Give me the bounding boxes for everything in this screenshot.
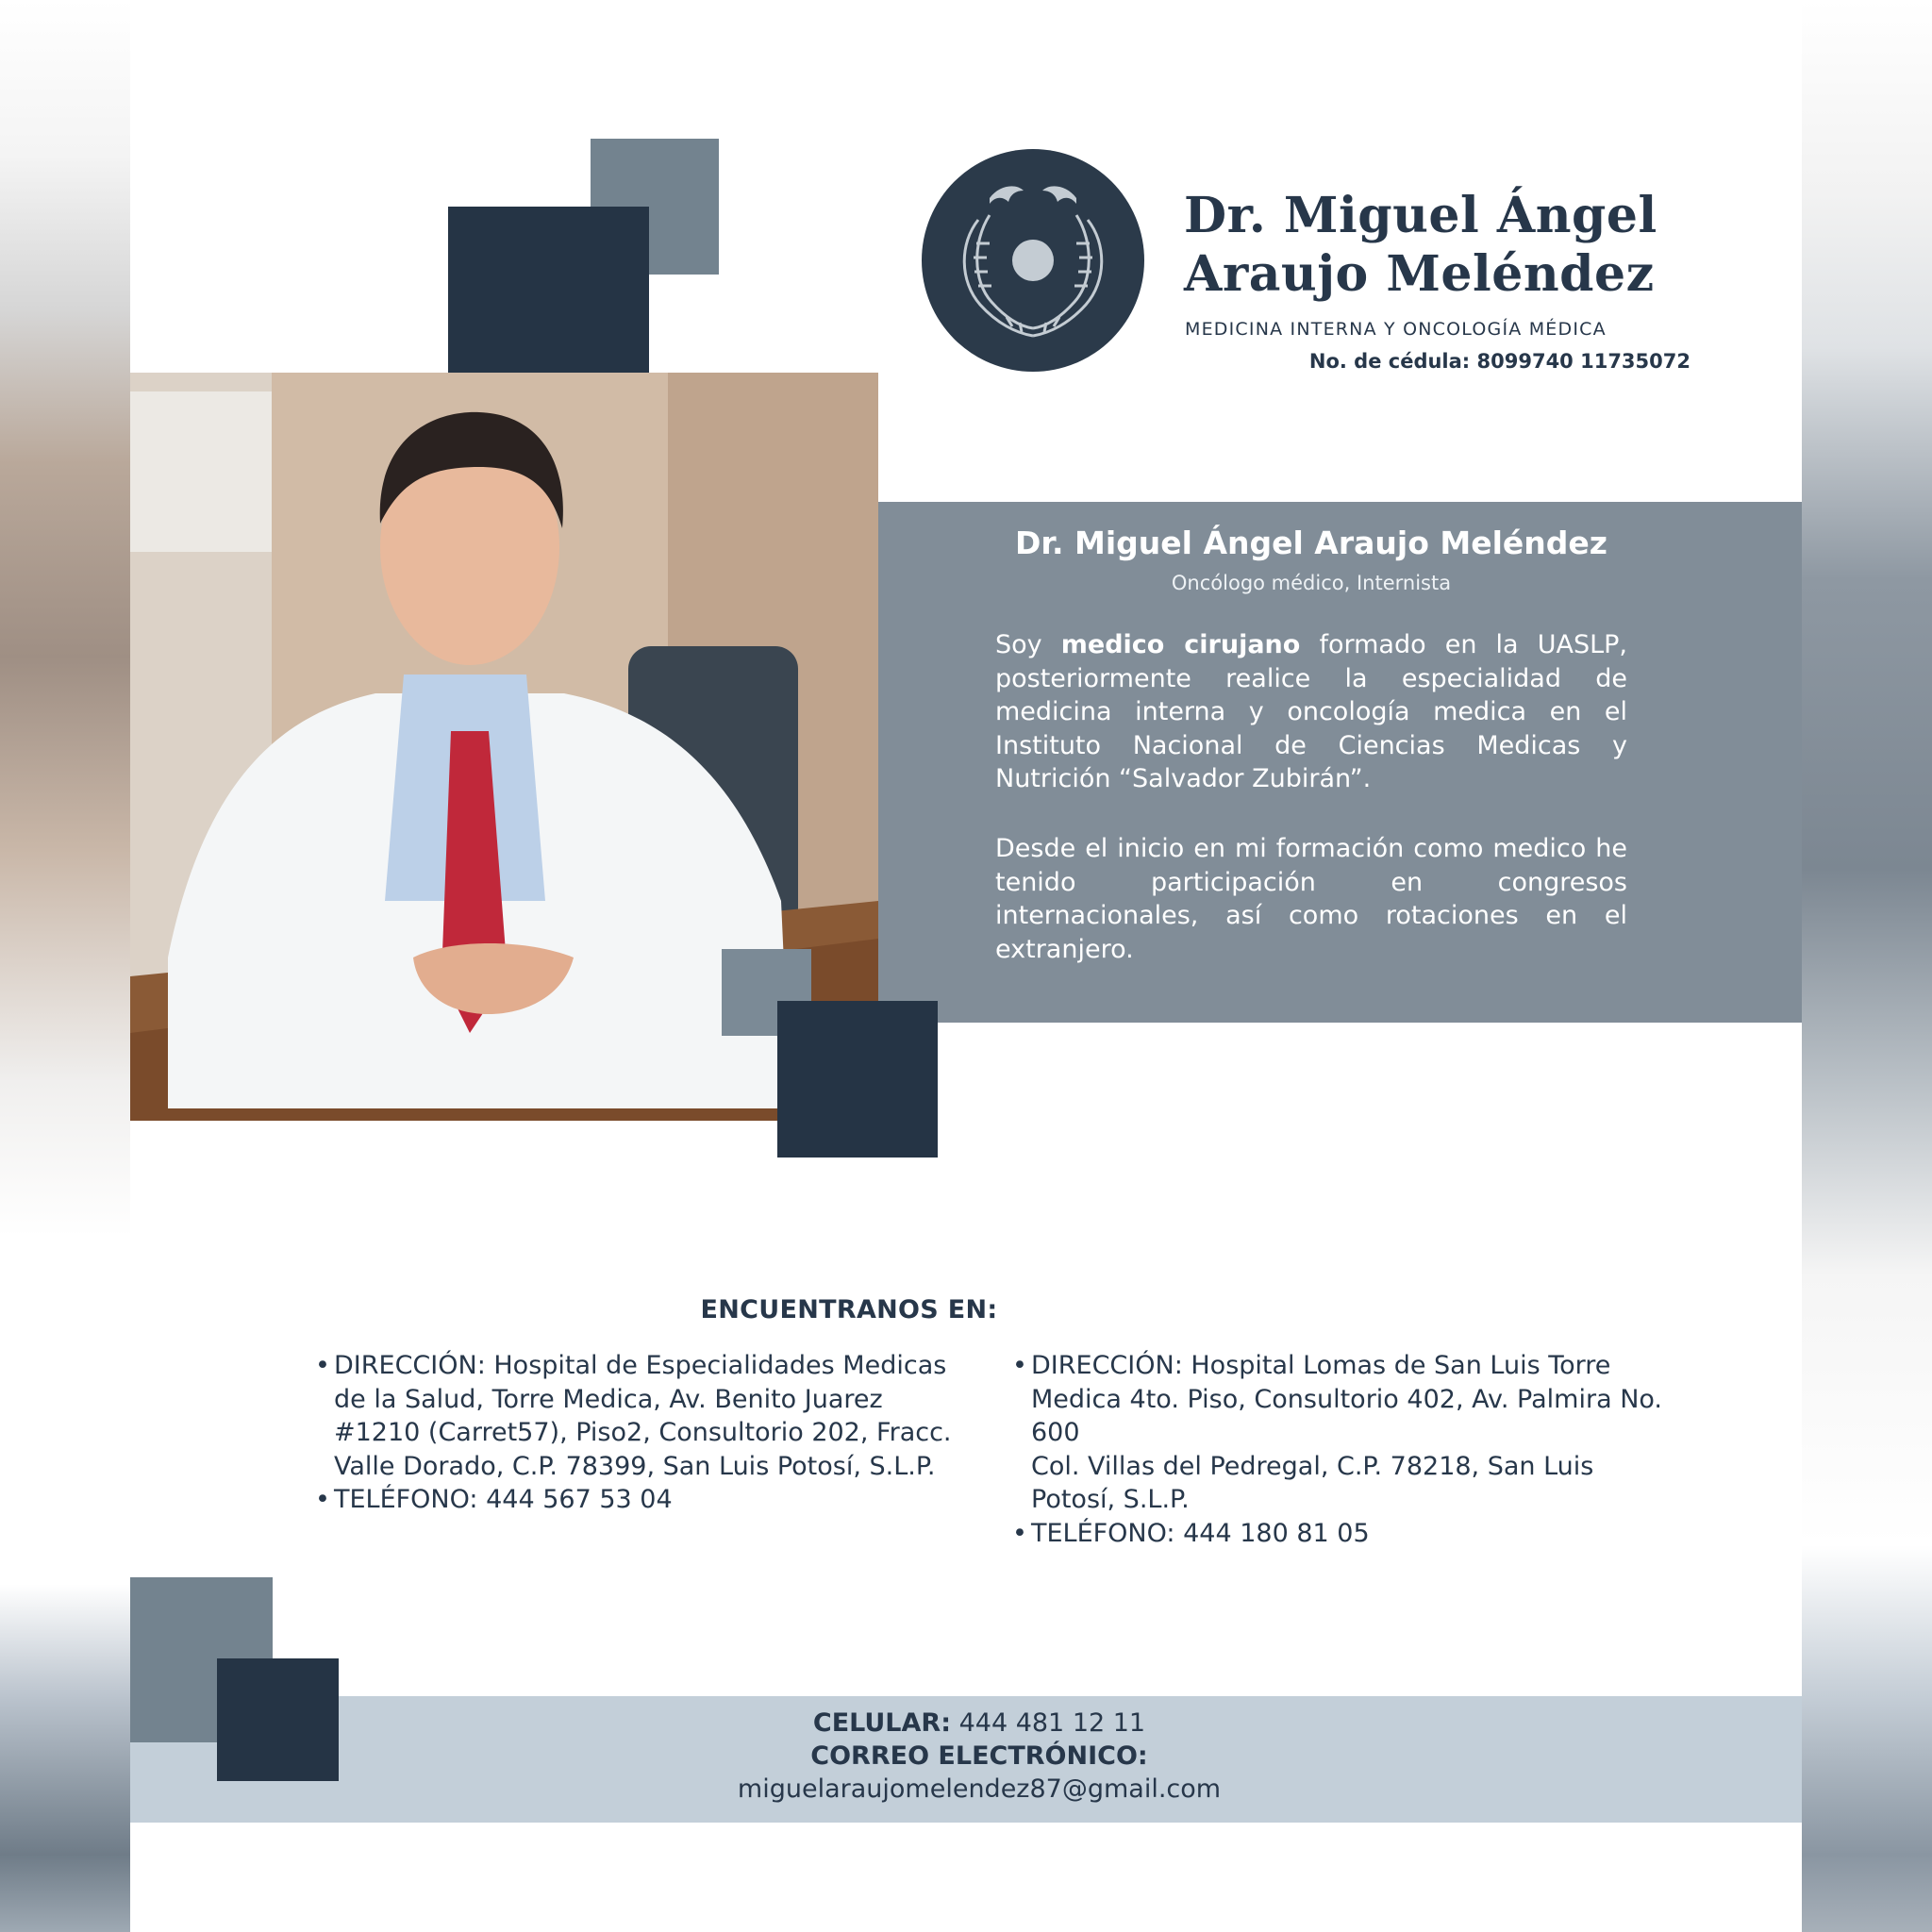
contact-cell-label: CELULAR: <box>812 1708 951 1738</box>
blurred-background-left <box>0 0 130 1932</box>
location-left-phone: • TELÉFONO: 444 567 53 04 <box>315 1483 957 1517</box>
decor-square-bottom-dark <box>217 1658 339 1781</box>
brand-name-line2: Araujo Meléndez <box>1184 245 1655 303</box>
bio-role: Oncólogo médico, Internista <box>1171 572 1452 594</box>
bio-p1-bold: medico cirujano <box>1060 630 1301 659</box>
bio-paragraph-1 <box>995 628 1627 796</box>
contact-cell-value: 444 481 12 11 <box>951 1708 1146 1738</box>
bio-p1-rest: formado en la UASLP, posteriormente realice la especialidad de medicina interna y oncología medica en el Instituto Nacional de Ciencias Medicas y Nutrición “Salvador Zubirán”. <box>995 630 1627 793</box>
contact-cell <box>508 1708 1451 1738</box>
flyer-page <box>130 0 1802 1932</box>
location-right-phone: • TELÉFONO: 444 180 81 05 <box>1012 1517 1673 1551</box>
location-right-address-line2: Col. Villas del Pedregal, C.P. 78218, San Luis Potosí, S.L.P. <box>1031 1451 1594 1515</box>
brand-name <box>1184 187 1693 304</box>
location-right-address-line1: DIRECCIÓN: Hospital Lomas de San Luis Torre Medica 4to. Piso, Consultorio 402, Av. Palmira No. 600 <box>1031 1351 1663 1448</box>
brand-cedula: No. de cédula: 8099740 11735072 <box>1308 350 1690 373</box>
oncology-dna-crab-logo-icon <box>922 149 1144 372</box>
blurred-background-right <box>1802 0 1932 1932</box>
contact-email-value[interactable]: miguelaraujomelendez87@gmail.com <box>737 1774 1222 1804</box>
contact-email-label-text: CORREO ELECTRÓNICO: <box>810 1741 1148 1771</box>
brand-specialty: MEDICINA INTERNA Y ONCOLOGÍA MÉDICA <box>1185 319 1607 340</box>
location-right-address <box>1012 1349 1673 1517</box>
brand-name-line1: Dr. Miguel Ángel <box>1184 187 1657 244</box>
bio-p1-prefix: Soy <box>995 630 1061 659</box>
decor-square-mid-dark <box>777 1001 938 1158</box>
location-left-address: • DIRECCIÓN: Hospital de Especialidades Medicas de la Salud, Torre Medica, Av. Benito Juarez #1210 (Carret57), Piso2, Consultorio 202, Fracc. Valle Dorado, C.P. 78399, San Luis Potosí, S.L.P. <box>315 1349 957 1483</box>
location-list-left <box>315 1349 957 1517</box>
bio-name: Dr. Miguel Ángel Araujo Meléndez <box>1015 525 1607 561</box>
location-list-right <box>1012 1349 1673 1551</box>
bio-paragraph-2: Desde el inicio en mi formación como medico he tenido participación en congresos internacionales, así como rotaciones en el extranjero. <box>995 834 1627 964</box>
locations-title: ENCUENTRANOS EN: <box>700 1295 998 1324</box>
contact-email-label <box>508 1741 1451 1771</box>
